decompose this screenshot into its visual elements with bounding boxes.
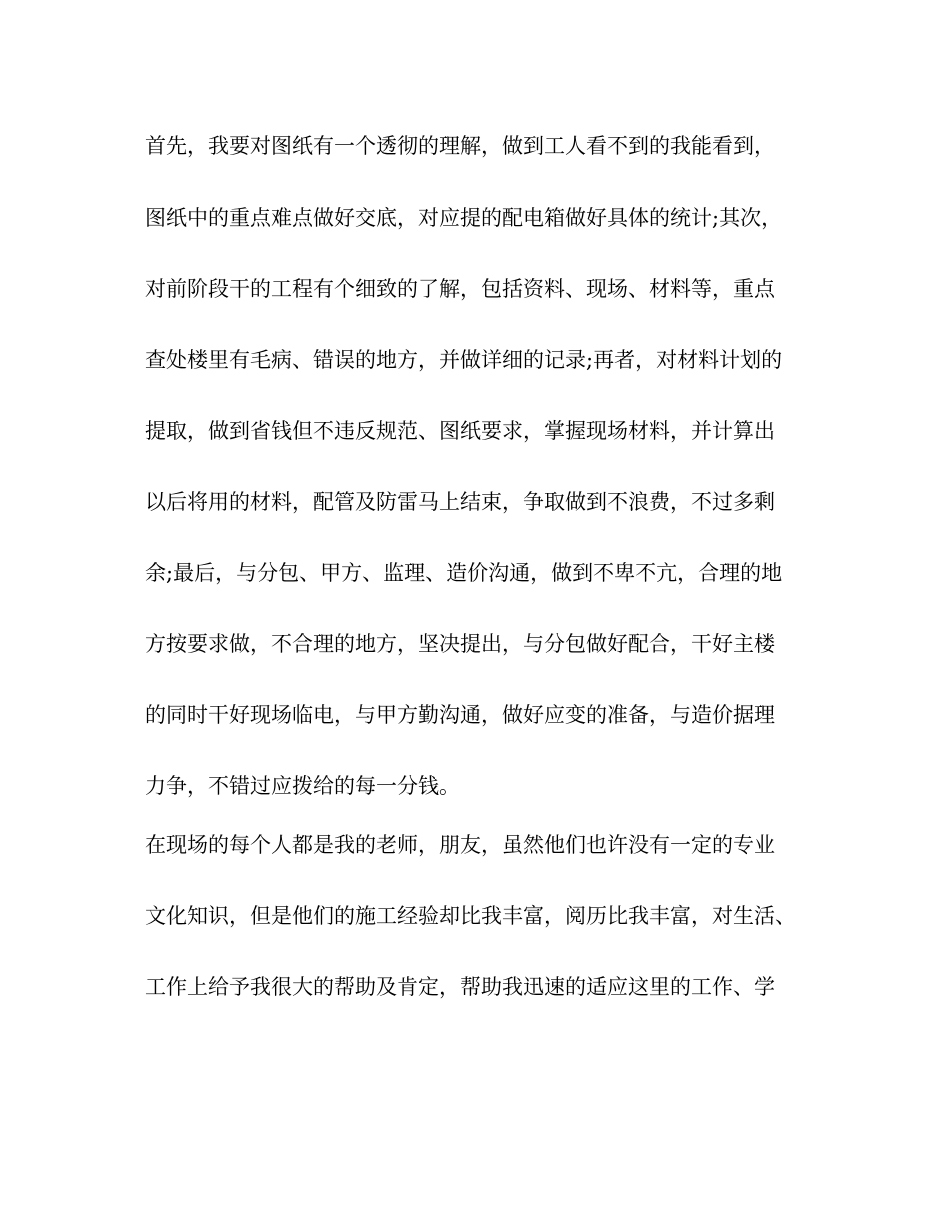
paragraph-1-line-2: 图纸中的重点难点做好交底，对应提的配电箱做好具体的统计;其次，	[145, 206, 783, 230]
paragraph-1-line-6: 以后将用的材料，配管及防雷马上结束，争取做到不浪费，不过多剩	[145, 490, 775, 514]
paragraph-1-line-7: 余;最后，与分包、甲方、监理、造价沟通，做到不卑不亢，合理的地	[145, 561, 783, 585]
paragraph-1-line-4: 查处楼里有毛病、错误的地方，并做详细的记录;再者，对材料计划的	[145, 348, 783, 372]
paragraph-1-line-3: 对前阶段干的工程有个细致的了解，包括资料、现场、材料等，重点	[145, 277, 775, 301]
paragraph-2-line-3: 工作上给予我很大的帮助及肯定，帮助我迅速的适应这里的工作、学	[145, 975, 775, 999]
paragraph-2-line-1: 在现场的每个人都是我的老师，朋友，虽然他们也许没有一定的专业	[145, 833, 775, 857]
paragraph-1-line-5: 提取，做到省钱但不违反规范、图纸要求，掌握现场材料，并计算出	[145, 419, 775, 443]
paragraph-1-line-8: 方按要求做，不合理的地方，坚决提出，与分包做好配合，干好主楼	[145, 632, 775, 656]
paragraph-1-line-9: 的同时干好现场临电，与甲方勤沟通，做好应变的准备，与造价据理	[145, 703, 775, 727]
paragraph-1-line-10: 力争，不错过应拨给的每一分钱。	[145, 774, 460, 798]
paragraph-1-line-1: 首先，我要对图纸有一个透彻的理解，做到工人看不到的我能看到，	[145, 134, 775, 158]
paragraph-2-line-2: 文化知识，但是他们的施工经验却比我丰富，阅历比我丰富，对生活、	[145, 904, 796, 928]
